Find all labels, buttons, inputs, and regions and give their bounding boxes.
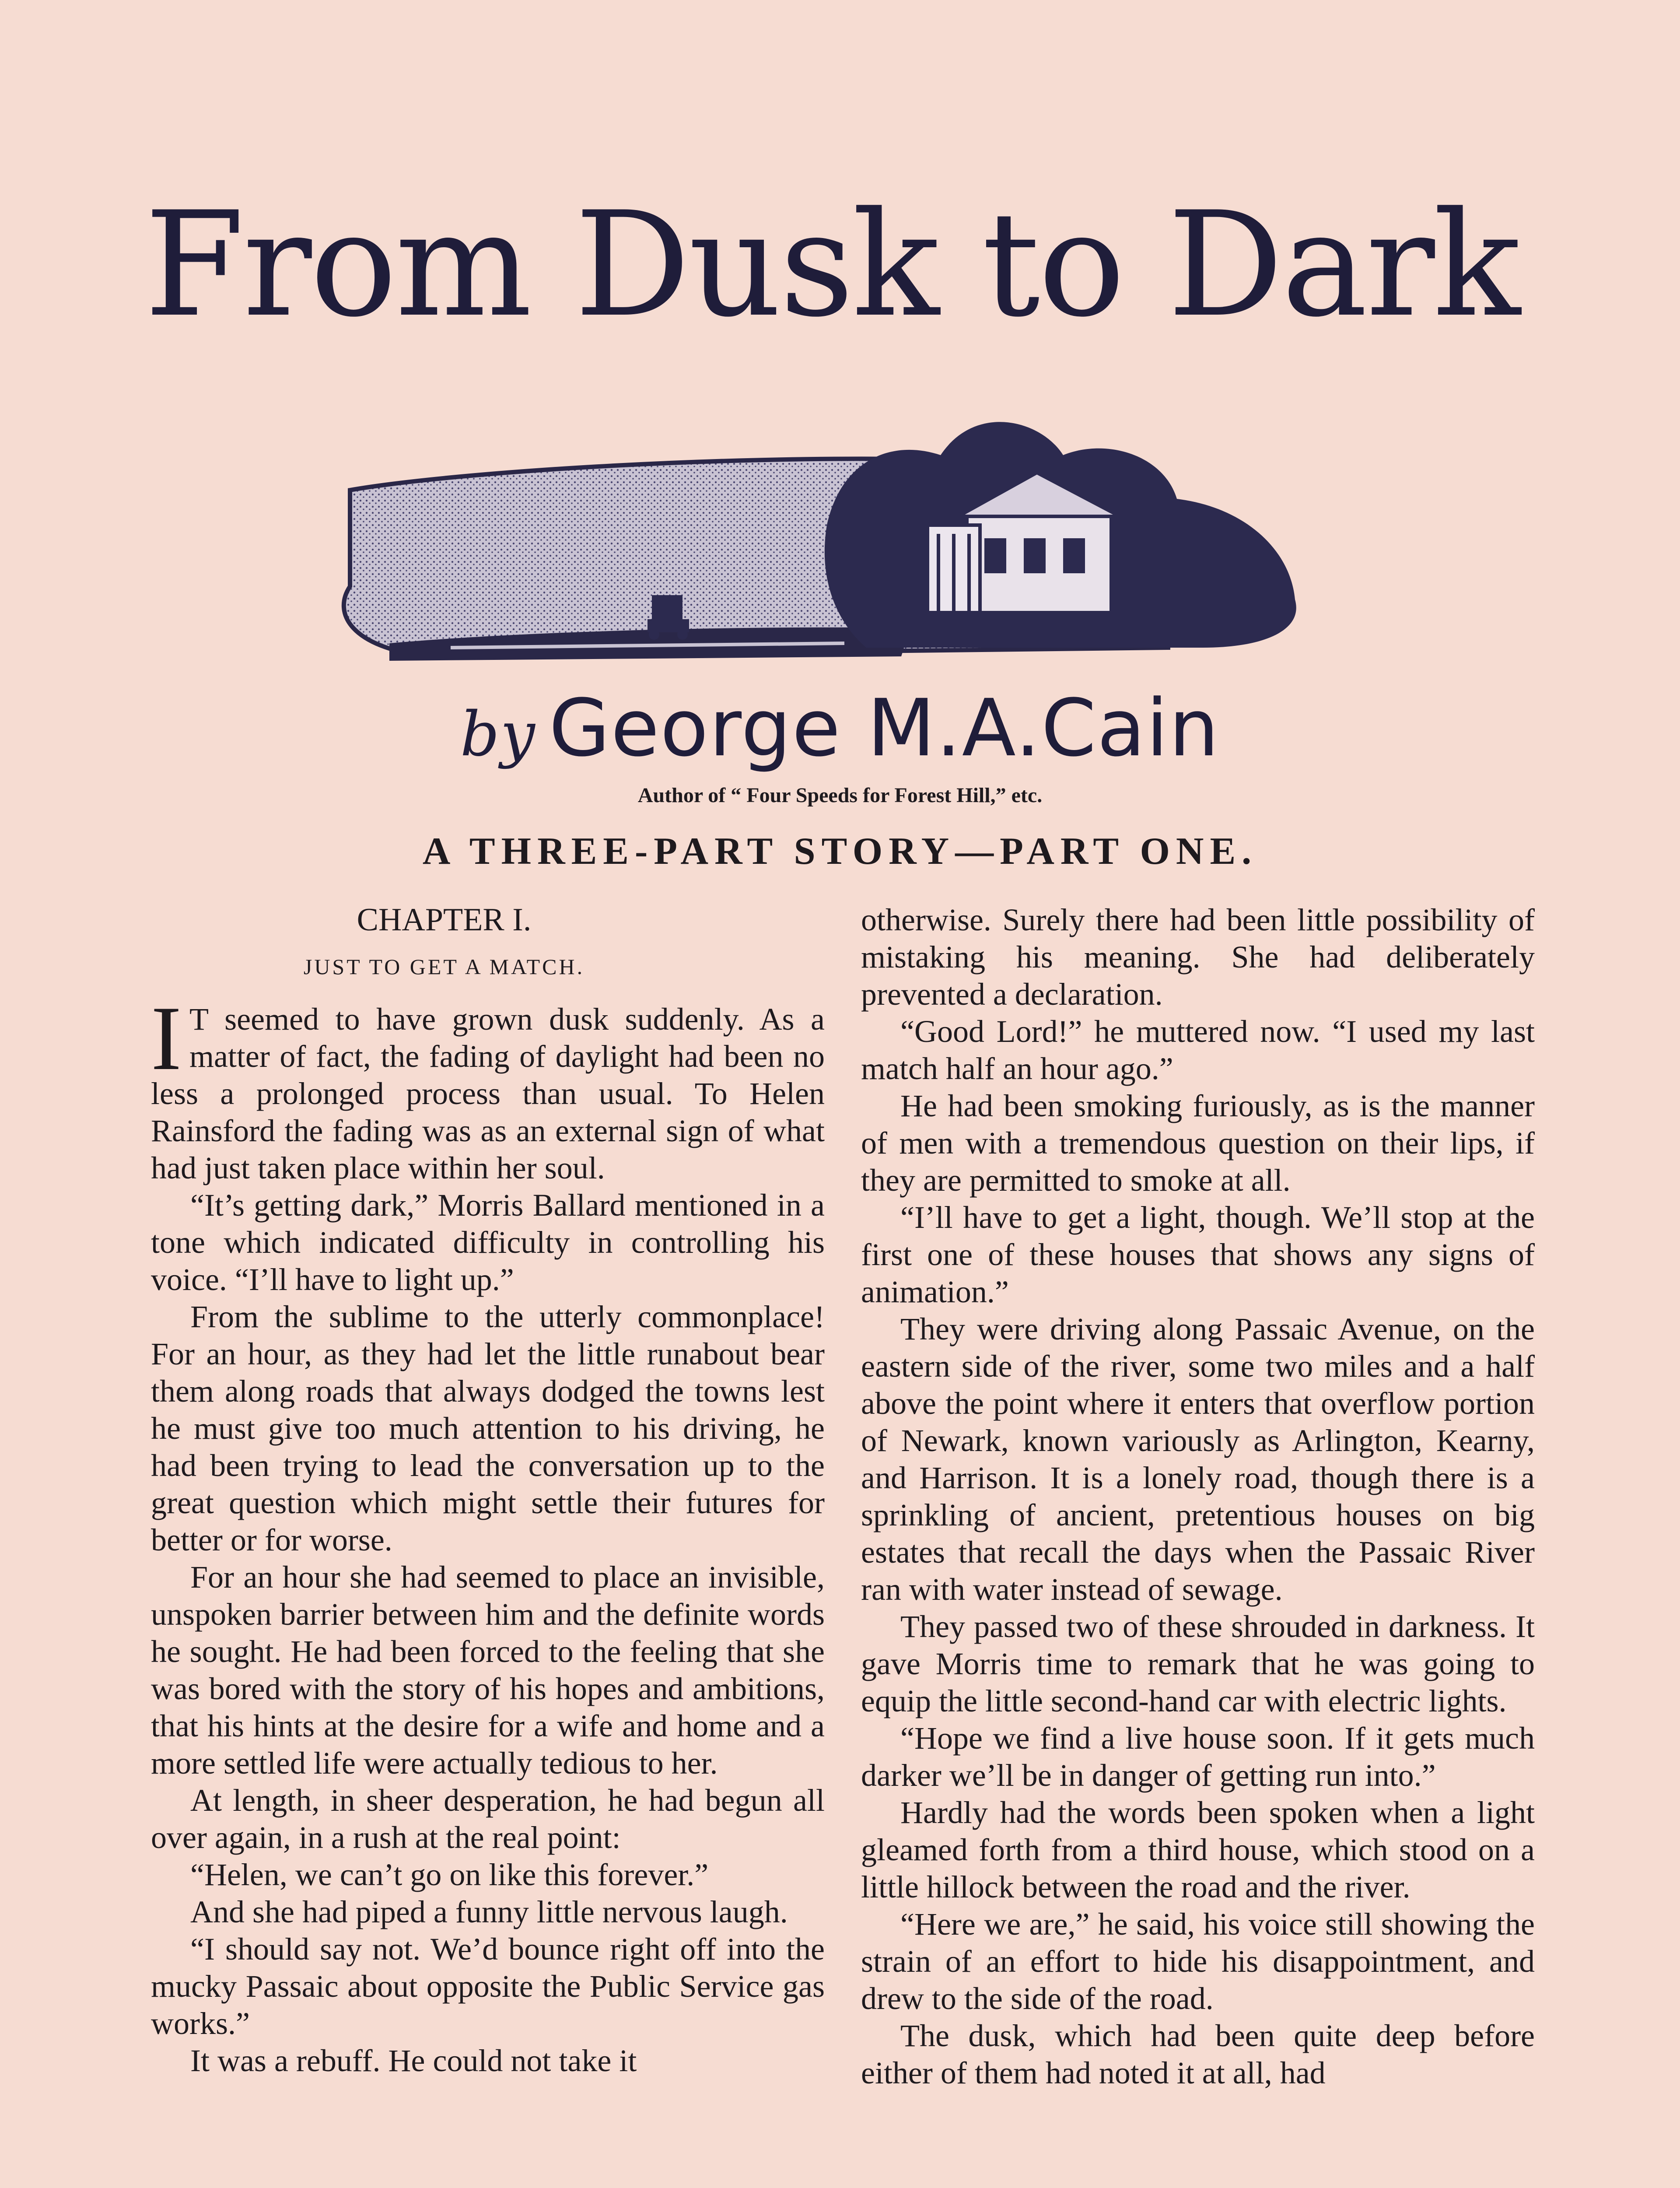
- paragraph: At length, in sheer desperation, he had begun all over again, in a rush at the real point:: [151, 1783, 825, 1855]
- paragraph: I T seemed to have grown dusk suddenly. As a matter of fact, the fading of daylight had been no less a prolonged process than usual. To Helen Rainsford the fading was as an external sign of what had just taken place within her soul.: [151, 988, 825, 1185]
- paragraph: They were driving along Passaic Avenue, on the eastern side of the river, some two miles and a half above the point where it enters that overflow portion of Newark, known variously as Arlington, Kearny, and Harrison. It is a lonely road, though there is a sprinkling of ancient, pretentious houses on big estates that recall the days when the Passaic River ran with water instead of sewage.: [861, 1311, 1535, 1607]
- chapter-subtitle: JUST TO GET A MATCH.: [303, 954, 585, 979]
- paragraph: “Good Lord!” he muttered now. “I used my last match half an hour ago.”: [861, 1014, 1535, 1086]
- right-column: [861, 901, 1535, 2092]
- paragraph: For an hour she had seemed to place an invisible, unspoken barrier between him and the definite words he sought. He had been forced to the feeling that she was bored with the story of his hopes and ambitions, that his hints at the desire for a wife and home and a more settled life were actually tedious to her.: [151, 1560, 825, 1781]
- byline-by: by: [460, 699, 536, 770]
- paragraph: They passed two of these shrouded in darkness. It gave Morris time to remark that he was going to equip the little second-hand car with electric lights.: [861, 1609, 1535, 1718]
- paragraph: “I’ll have to get a light, though. We’ll stop at the first one of these houses that shows any signs of animation.”: [861, 1200, 1535, 1309]
- paragraph: “Helen, we can’t go on like this forever.”: [190, 1857, 709, 1892]
- paragraph: “Here we are,” he said, his voice still showing the strain of an effort to hide his disappointment, and drew to the side of the road.: [861, 1907, 1535, 2016]
- paragraph: “Hope we find a live house soon. If it gets much darker we’ll be in danger of getting run into.”: [861, 1721, 1535, 1793]
- paragraph: otherwise. Surely there had been little possibility of mistaking his meaning. She had deliberately prevented a declaration.: [861, 902, 1535, 1012]
- paragraph: It was a rebuff. He could not take it: [190, 2043, 637, 2078]
- byline: [0, 683, 1680, 774]
- paragraph: He had been smoking furiously, as is the manner of men with a tremendous question on their lips, if they are permitted to smoke at all.: [861, 1088, 1535, 1198]
- paragraph: “It’s getting dark,” Morris Ballard mentioned in a tone which indicated difficulty in controlling his voice. “I’ll have to light up.”: [151, 1188, 825, 1297]
- left-column: [151, 901, 825, 2079]
- chapter-title: CHAPTER I.: [357, 902, 532, 938]
- paragraph: “I should say not. We’d bounce right off into the mucky Passaic about opposite the Public Service gas works.”: [151, 1932, 825, 2041]
- author-note: Author of “ Four Speeds for Forest Hill,” etc.: [637, 784, 1043, 807]
- story-title: From Dusk to Dark: [144, 181, 1519, 349]
- paragraph: From the sublime to the utterly commonplace! For an hour, as they had let the little runabout bear them along roads that always dodged the towns lest he must give too much attention to his driving, he had been trying to lead the conversation up to the great question which might settle their futures for better or for worse.: [151, 1299, 825, 1557]
- drop-cap: I: [151, 988, 182, 1089]
- part-heading: A THREE-PART STORY—PART ONE.: [422, 830, 1258, 873]
- author-name: George M.A.Cain: [549, 683, 1220, 774]
- paragraph: The dusk, which had been quite deep before either of them had noted it at all, had: [861, 2018, 1535, 2090]
- paragraph: Hardly had the words been spoken when a light gleamed forth from a third house, which stood on a little hillock between the road and the river.: [861, 1795, 1535, 1904]
- paragraph: And she had piped a funny little nervous laugh.: [190, 1894, 788, 1929]
